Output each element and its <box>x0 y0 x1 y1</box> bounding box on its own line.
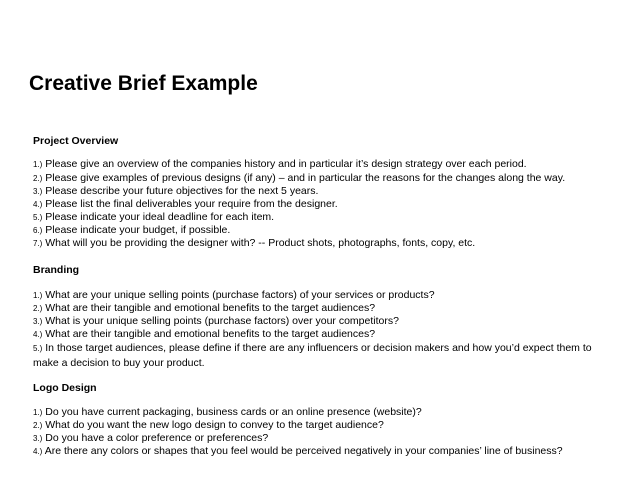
document-title: Creative Brief Example <box>29 72 258 95</box>
list-item-text: Do you have a color preference or preferences? <box>45 432 269 444</box>
list-item <box>33 211 274 224</box>
list-item <box>33 172 565 185</box>
list-item <box>33 445 563 458</box>
list-item-text: In those target audiences, please define if there are any influencers or decision makers and how you’d expect them to make a decision to buy your product. <box>33 342 592 369</box>
list-item-number: 2.) <box>33 174 43 183</box>
list-item-text: What are your unique selling points (purchase factors) of your services or products? <box>45 289 435 301</box>
list-item <box>33 302 375 315</box>
list-item-number: 2.) <box>33 304 43 313</box>
list-item-text: What is your unique selling points (purchase factors) over your competitors? <box>45 315 399 327</box>
list-item <box>33 419 384 432</box>
list-item-text: Please describe your future objectives for the next 5 years. <box>45 185 319 197</box>
list-item-number: 2.) <box>33 421 43 430</box>
list-item-text: Please indicate your budget, if possible. <box>45 224 231 236</box>
list-item <box>33 315 399 328</box>
list-item-text: Are there any colors or shapes that you feel would be perceived negatively in your companies’ line of business? <box>44 445 563 457</box>
section-heading-logo-design: Logo Design <box>33 382 97 394</box>
list-item <box>33 432 268 445</box>
list-item-number: 6.) <box>33 226 43 235</box>
list-item <box>33 198 338 211</box>
list-item-text: What are their tangible and emotional benefits to the target audiences? <box>45 328 376 340</box>
list-item-text: Please indicate your ideal deadline for each item. <box>45 211 275 223</box>
section-heading-branding: Branding <box>33 264 80 276</box>
list-item <box>33 289 435 302</box>
list-item-text: Please give an overview of the companies history and in particular it’s design strategy over each period. <box>45 158 527 170</box>
list-item-number: 1.) <box>33 291 43 300</box>
list-item-number: 1.) <box>33 408 43 417</box>
list-item-number: 7.) <box>33 239 43 248</box>
section-heading-project-overview: Project Overview <box>33 135 119 147</box>
list-item <box>33 341 603 370</box>
list-item-number: 3.) <box>33 187 43 196</box>
list-item-number: 4.) <box>33 447 43 456</box>
list-item <box>33 158 527 171</box>
list-item-text: Do you have current packaging, business cards or an online presence (website)? <box>45 406 422 418</box>
list-item <box>33 237 475 250</box>
list-item-number: 4.) <box>33 200 43 209</box>
list-item-text: Please list the final deliverables your require from the designer. <box>45 198 338 210</box>
list-item <box>33 185 318 198</box>
list-item <box>33 224 230 237</box>
list-item <box>33 406 422 419</box>
list-item-number: 1.) <box>33 160 43 169</box>
list-item-number: 5.) <box>33 213 43 222</box>
list-item-number: 3.) <box>33 317 43 326</box>
list-item-text: What are their tangible and emotional benefits to the target audiences? <box>45 302 376 314</box>
list-item <box>33 328 375 341</box>
list-item-text: Please give examples of previous designs (if any) – and in particular the reasons for the changes along the way. <box>45 172 566 184</box>
list-item-number: 4.) <box>33 330 43 339</box>
list-item-number: 5.) <box>33 344 43 353</box>
list-item-number: 3.) <box>33 434 43 443</box>
list-item-text: What do you want the new logo design to convey to the target audience? <box>45 419 384 431</box>
list-item-text: What will you be providing the designer with? -- Product shots, photographs, fonts, copy, etc. <box>45 237 476 249</box>
